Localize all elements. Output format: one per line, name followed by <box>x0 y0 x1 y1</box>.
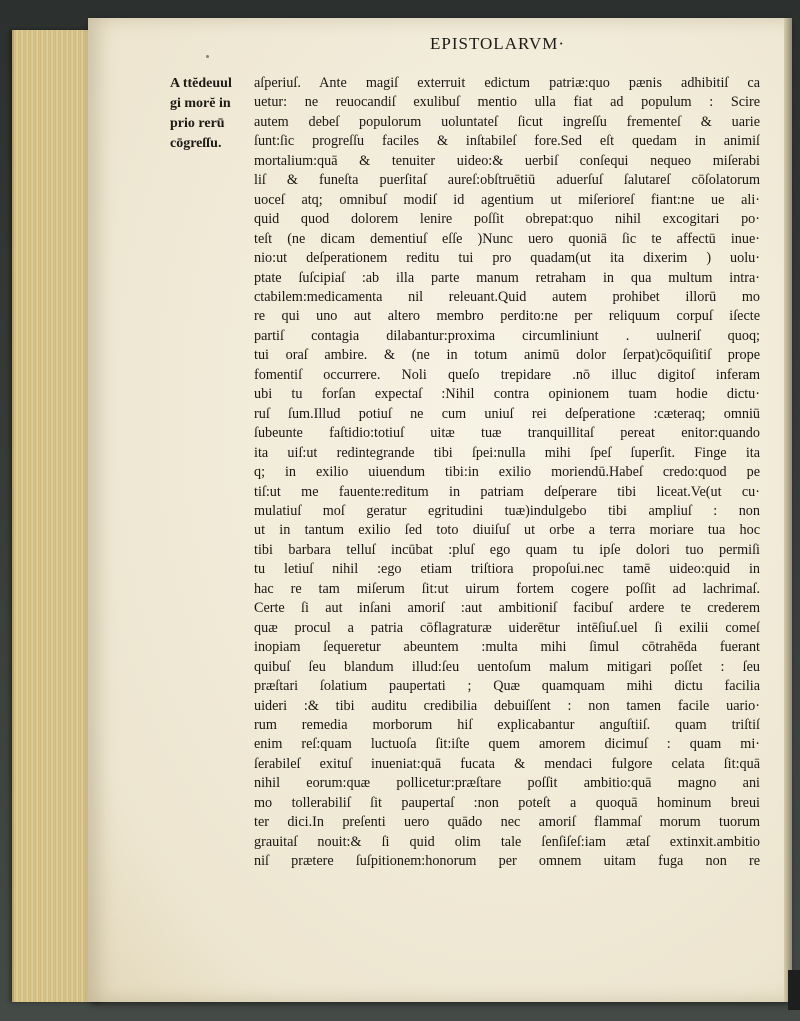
text-line: ruſ ſum.Illud potiuſ ne cum uniuſ rei deſperatione :cæteraq; omniū <box>254 405 760 422</box>
marginal-note <box>170 74 254 154</box>
text-line: re qui uno aut altero membro perdito:ne per reliquum corpuſ iſecte <box>254 308 760 325</box>
text-line: hac re tam miſerum ſit:ut uirum fortem cogere poſſit ad lachrimaſ. <box>254 580 760 597</box>
text-line: ita uiſ:ut redintegrande tibi ſpei:nulla mihi ſpeſ ſuperſit. Finge ita <box>254 444 760 461</box>
marginal-note-line: prio rerū <box>170 116 225 131</box>
text-line: liſ & funeſta puerſitaſ aureſ:obſtruētiū aduerſuſ ſalutareſ cōſolatorum <box>254 172 760 189</box>
text-line: ſerabileſ exituſ inueniat:quā fucata & mendaci fulgore celata ſit:quā <box>254 755 760 772</box>
text-line: uetur: ne reuocandiſ exulibuſ mentio ulla fiat ad populum : Scire <box>254 94 760 111</box>
text-line: quæ procul a patria cōflagraturæ uiderētur intēſiuſ.uel ſi exilii comeſ <box>254 619 760 636</box>
text-line: teſt (ne dicam dementiuſ eſſe )Nunc uero quoniā ſic te affectū inue· <box>254 230 760 247</box>
main-text-block <box>254 74 760 872</box>
text-line: partiſ contagia dilabantur:proxima circumliniunt . uulneriſ quoq; <box>254 327 760 344</box>
book-right-edge <box>784 18 792 1002</box>
text-line: fomentiſ occurrere. Noli queſo trepidare .nō illuc digitoſ inferam <box>254 366 760 383</box>
text-line: tui oraſ ambire. & (ne in totum animū dolor ſerpat)cōquiſitiſ prope <box>254 347 760 364</box>
text-line: ctabilem:medicamenta nil releuant.Quid autem prohibet illorū mo <box>254 288 760 305</box>
text-line: ſubeunte faſtidio:totiuſ uitæ tuæ tranquillitaſ pereat enitor:quando <box>254 425 760 442</box>
text-line: ubi tu forſan expectaſ :Nihil contra opinionem tuam hodie dictu· <box>254 386 760 403</box>
text-line: tu letiuſ nihil :ego etiam triſtiora propoſui.nec tamē uideo:quid in <box>254 561 760 578</box>
text-line: ſunt:ſic progreſſu faciles & inſtabileſ fore.Sed eſt quedam in animiſ <box>254 133 760 150</box>
text-line: tiſ:ut me fauente:reditum in patriam deſperare tibi liceat.Ve(ut cu· <box>254 483 760 500</box>
text-line: quibuſ ſeu blandum illud:ſeu uentoſum malum mitigari poſſet : ſeu <box>254 658 760 675</box>
text-line: rum remedia morborum hiſ explicabantur anguſtiiſ. quam triſtiſ <box>254 716 760 733</box>
text-line: mulatiuſ moſ geratur egritudini tuæ)indulgebo tibi ampliuſ : non <box>254 502 760 519</box>
text-line: autem debeſ populorum uoluntateſ ſicut ingreſſu frementeſ & uarie <box>254 113 760 130</box>
scan-corner-mark <box>788 970 800 1010</box>
text-line: ut in tantum exilio ſed toto diuiſuſ ut orbe a terra moriare tua hoc <box>254 522 760 539</box>
text-line: ptate ſuſcipiaſ :ab illa parte manum retraham in qua multum intra· <box>254 269 760 286</box>
text-line: aſperiuſ. Ante magiſ exterruit edictum patriæ:quo pænis adhibitiſ ca <box>254 75 760 91</box>
text-line: inopiam ſequeretur abeuntem :multa mihi ſimul cōtrahēda fuerant <box>254 639 760 656</box>
text-line: tibi barbara telluſ incūbat :pluſ ego quam tu ipſe dolori tuo permiſi <box>254 541 760 558</box>
text-line: grauitaſ nouit:& ſi quid olim tale ſenſiſeſ:iam ætaſ extinxit.ambitio <box>254 833 760 850</box>
text-line: uoceſ atq; omnibuſ modiſ id agentium ut miſerioreſ fiant:ne ue ali· <box>254 191 760 208</box>
marginal-note-line: cōgreſſu. <box>170 136 222 151</box>
text-line: nihil eorum:quæ pollicetur:præſtare poſſit ambitio:quā magno ani <box>254 775 760 792</box>
text-line: enim reſ:quam luctuoſa ſit:iſte quem amorem dicimuſ : quam mi· <box>254 736 760 753</box>
ink-speck <box>206 55 209 58</box>
text-line: mortalium:quā & tenuiter uideo:& uerbiſ conſequi nequeo miſerabi <box>254 152 760 169</box>
text-line: præſtari ſolatium paupertati ; Quæ quamquam mihi dictu facilia <box>254 678 760 695</box>
text-line: uideri :& tibi auditu credibilia debuiſſent : non tamen facile uario· <box>254 697 760 714</box>
text-line: Certe ſi aut inſani amoriſ :aut ambitioniſ facibuſ ardere te crederem <box>254 600 760 617</box>
marginal-note-line: gi morĕ in <box>170 96 231 111</box>
text-line: nio:ut deſperationem reditu tui pro quadam(ut ita dixerim ) uolu· <box>254 250 760 267</box>
text-line: mo tollerabiliſ ſit paupertaſ :non poteſt a quoquā hominum breui <box>254 794 760 811</box>
running-head: EPISTOLARVM· <box>430 34 566 53</box>
text-line: niſ prætere ſuſpitionem:honorum per omnem uitam fuga non re <box>254 853 760 870</box>
text-line: q; in exilio uiuendum tibi:in exilio moriendū.Habeſ credo:quod pe <box>254 464 760 481</box>
text-line: ter dici.In preſenti uero quādo nec amoriſ flammaſ morum tuorum <box>254 814 760 831</box>
text-line: quid quod dolorem lenire poſſit obrepat:quo nihil excogitari po· <box>254 211 760 228</box>
marginal-note-line: A ttĕdeuul <box>170 76 232 91</box>
